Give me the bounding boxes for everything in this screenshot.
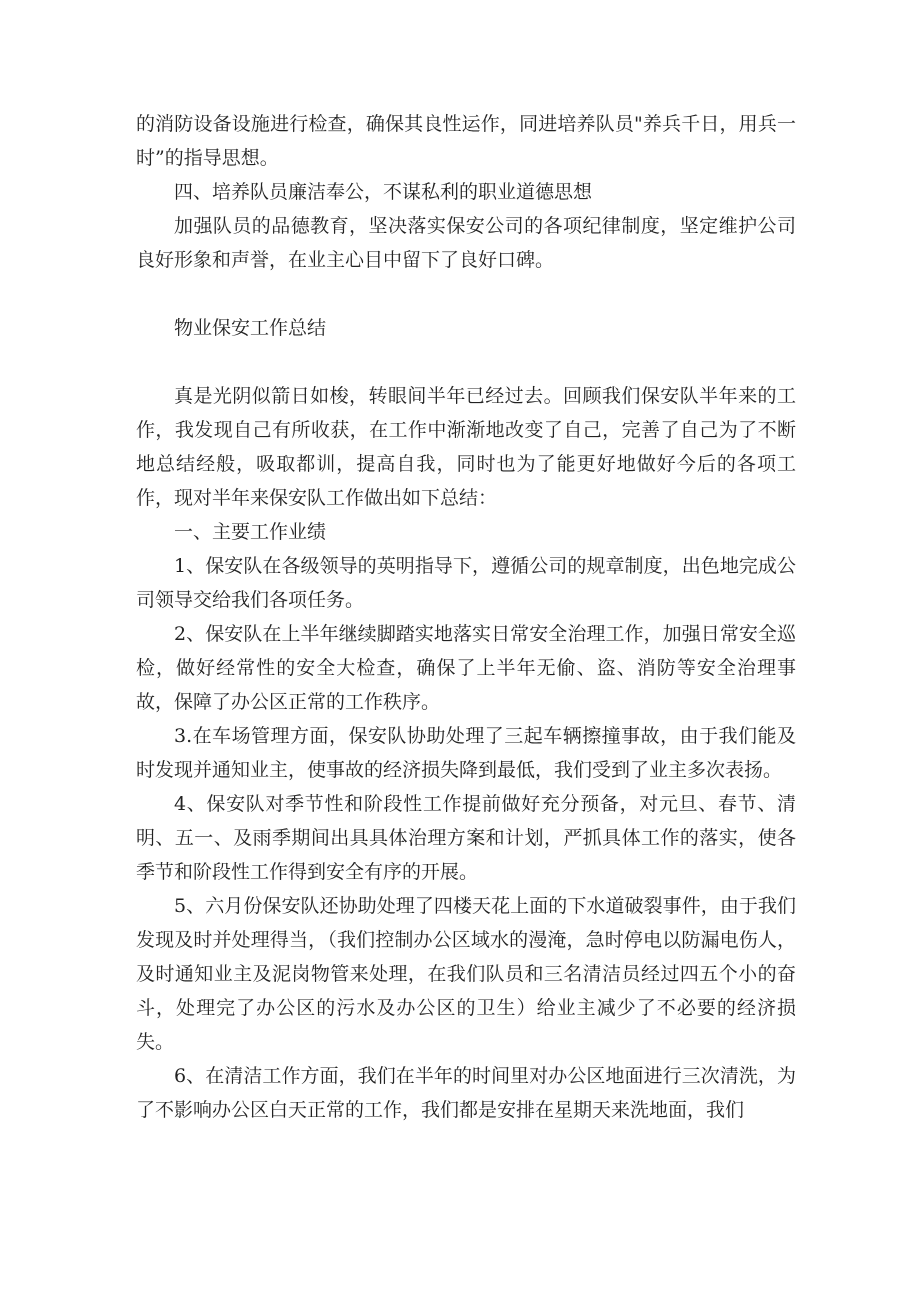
document-title: 物业保安工作总结 — [174, 317, 327, 339]
list-item-4: 4、保安队对季节性和阶段性工作提前做好充分预备，对元旦、春节、清明、五一、及雨季期间出具具体治理方案和计划，严抓具体工作的落实，使各季节和阶段性工作得到安全有序的开展。 — [136, 793, 796, 883]
list-item-6: 6、在清洁工作方面，我们在半年的时间里对办公区地面进行三次清洗，为了不影响办公区白天正常的工作，我们都是安排在星期天来洗地面，我们 — [136, 1065, 796, 1121]
list-item-1: 1、保安队在各级领导的英明指导下，遵循公司的规章制度，出色地完成公司领导交给我们各项任务。 — [136, 555, 796, 611]
heading-main-achievements: 一、主要工作业绩 — [174, 521, 327, 543]
spacer — [136, 277, 796, 311]
spacer — [136, 345, 796, 379]
heading-section-four: 四、培养队员廉洁奉公，不谋私利的职业道德思想 — [174, 181, 593, 203]
paragraph-moral-education: 加强队员的品德教育，坚决落实保安公司的各项纪律制度，坚定维护公司良好形象和声誉，在业主心目中留下了良好口碑。 — [136, 215, 796, 271]
list-item-2: 2、保安队在上半年继续脚踏实地落实日常安全治理工作，加强日常安全巡检，做好经常性的安全大检查，确保了上半年无偷、盗、消防等安全治理事故，保障了办公区正常的工作秩序。 — [136, 623, 796, 713]
document-body — [136, 107, 796, 1127]
paragraph-fire-equipment: 的消防设备设施进行检查，确保其良性运作，同进培养队员"养兵千日，用兵一时”的指导思想。 — [136, 113, 796, 169]
list-item-3: 3.在车场管理方面，保安队协助处理了三起车辆擦撞事故，由于我们能及时发现并通知业主，使事故的经济损失降到最低，我们受到了业主多次表扬。 — [136, 725, 796, 781]
paragraph-intro: 真是光阴似箭日如梭，转眼间半年已经过去。回顾我们保安队半年来的工作，我发现自己有所收获，在工作中渐渐地改变了自己，完善了自己为了不断地总结经般，吸取都训，提高自我，同时也为了能更好地做好今后的各项工作，现对半年来保安队工作做出如下总结： — [136, 385, 796, 509]
list-item-5: 5、六月份保安队还协助处理了四楼天花上面的下水道破裂事件，由于我们发现及时并处理得当，（我们控制办公区域水的漫淹，急时停电以防漏电伤人，及时通知业主及泥岗物管来处理，在我们队员和三名清洁员经过四五个小的奋斗，处理完了办公区的污水及办公区的卫生）给业主减少了不必要的经济损失。 — [136, 895, 796, 1053]
